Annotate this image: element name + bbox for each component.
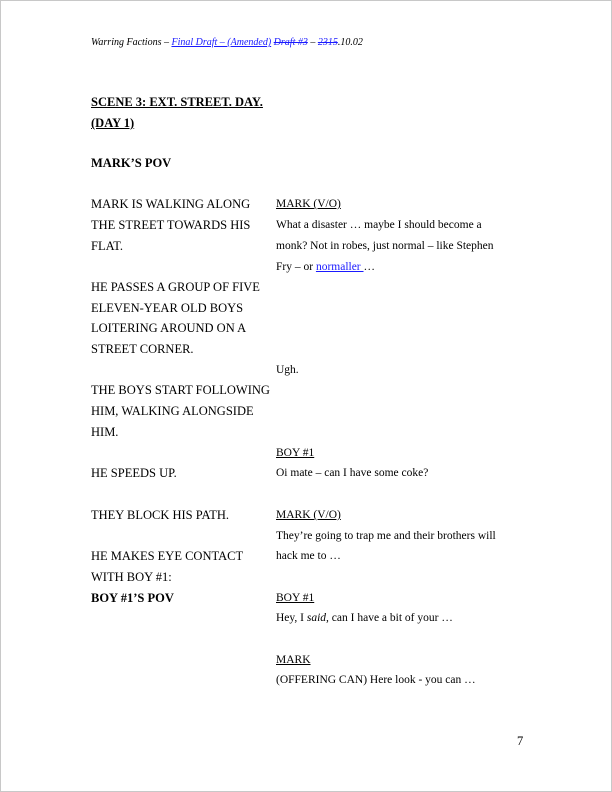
action-line: LOITERING AROUND ON A: [91, 321, 247, 335]
character-name: BOY #1: [276, 447, 315, 459]
character-name: MARK (V/O): [276, 509, 341, 521]
header-title: Warring Factions –: [91, 37, 172, 48]
dialogue-text: …: [363, 261, 376, 273]
character-name: BOY #1: [276, 592, 315, 604]
dialogue-line: hack me to …: [276, 550, 341, 562]
scene-heading-line1: SCENE 3: EXT. STREET. DAY.: [91, 95, 263, 109]
action-line: HE MAKES EYE CONTACT: [91, 549, 244, 563]
action-line: FLAT.: [91, 239, 124, 253]
header-deleted-draft: Draft #3: [273, 37, 308, 48]
header-separator: –: [307, 37, 318, 48]
action-line: THE STREET TOWARDS HIS: [91, 218, 251, 232]
character-name: MARK: [276, 654, 311, 666]
dialogue-line: What a disaster … maybe I should become a: [276, 219, 482, 231]
dialogue-line: (OFFERING CAN) Here look - you can …: [276, 674, 476, 686]
header-deleted-date: 2315: [317, 37, 338, 48]
dialogue-line: They’re going to trap me and their brothers will: [276, 530, 496, 542]
action-line: HIM.: [91, 425, 119, 439]
action-line: HE PASSES A GROUP OF FIVE: [91, 280, 260, 294]
pov-heading: MARK’S POV: [91, 156, 172, 170]
dialogue-line: Ugh.: [276, 364, 299, 376]
pov-heading: BOY #1’S POV: [91, 591, 174, 605]
character-name: MARK (V/O): [276, 198, 341, 210]
dialogue-line: monk? Not in robes, just normal – like Stephen: [276, 240, 494, 252]
action-line: HE SPEEDS UP.: [91, 466, 177, 480]
dialogue-line: Oi mate – can I have some coke?: [276, 467, 429, 479]
dialogue-line: [276, 257, 375, 278]
action-line: ELEVEN-YEAR OLD BOYS: [91, 301, 244, 315]
dialogue-text: Hey, I: [276, 612, 307, 624]
running-header: [91, 37, 363, 48]
action-line: HIM, WALKING ALONGSIDE: [91, 404, 254, 418]
action-line: THE BOYS START FOLLOWING: [91, 383, 270, 397]
header-date-tail: .10.02: [337, 37, 363, 48]
header-inserted-text: Final Draft – (Amended): [171, 37, 272, 48]
action-line: STREET CORNER.: [91, 342, 194, 356]
scene-heading-line2: (DAY 1): [91, 116, 135, 130]
dialogue-text: Fry – or: [276, 261, 316, 273]
action-line: THEY BLOCK HIS PATH.: [91, 508, 229, 522]
page-number: 7: [517, 734, 524, 748]
action-line: MARK IS WALKING ALONG: [91, 197, 251, 211]
dialogue-inserted-word: normaller: [315, 261, 364, 273]
action-line: WITH BOY #1:: [91, 570, 172, 584]
dialogue-emphasis: said,: [306, 612, 329, 624]
dialogue-text: can I have a bit of your …: [328, 612, 453, 624]
dialogue-line: [276, 608, 453, 629]
